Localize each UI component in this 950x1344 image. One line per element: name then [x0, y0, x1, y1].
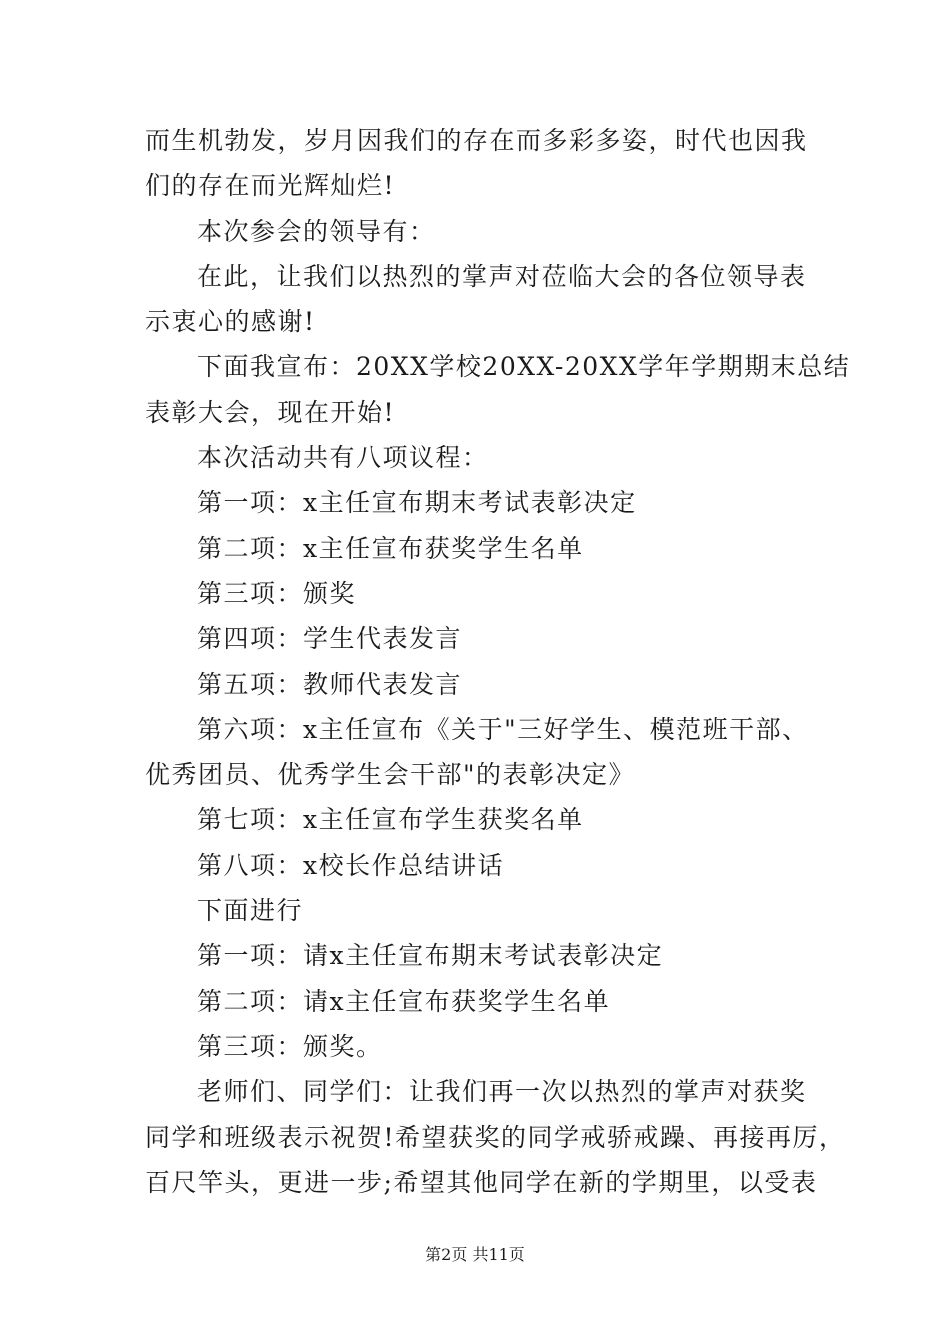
agenda-item: 第七项：x主任宣布学生获奖名单 [197, 805, 584, 835]
agenda-item: 第二项：x主任宣布获奖学生名单 [197, 533, 584, 563]
document-body [145, 118, 851, 1205]
text-line: 本次参会的领导有： [197, 216, 436, 246]
agenda-item: 第三项：颁奖 [197, 578, 357, 608]
page-footer: 第2页 共11页 [425, 1245, 525, 1264]
text-line: 们的存在而光辉灿烂! [145, 171, 396, 201]
agenda-item: 第四项：学生代表发言 [197, 624, 463, 654]
agenda-item: 第三项：颁奖。 [197, 1031, 383, 1061]
agenda-item: 第二项：请x主任宣布获奖学生名单 [197, 986, 611, 1016]
text-line: 优秀团员、优秀学生会干部"的表彰决定》 [145, 760, 636, 790]
text-line: 老师们、同学们：让我们再一次以热烈的掌声对获奖 [197, 1077, 807, 1107]
agenda-item: 第一项：请x主任宣布期末考试表彰决定 [197, 941, 664, 971]
text-line: 下面进行 [197, 896, 304, 926]
text-line: 百尺竿头，更进一步;希望其他同学在新的学期里，以受表 [145, 1167, 818, 1197]
agenda-item: 第六项：x主任宣布《关于"三好学生、模范班干部、 [197, 714, 809, 744]
text-line: 在此，让我们以热烈的掌声对莅临大会的各位领导表 [197, 261, 807, 291]
text-line: 示衷心的感谢! [145, 307, 316, 337]
text-line: 表彰大会，现在开始! [145, 397, 396, 427]
agenda-item: 第五项：教师代表发言 [197, 669, 463, 699]
agenda-item: 第八项：x校长作总结讲话 [197, 850, 505, 880]
text-line: 而生机勃发，岁月因我们的存在而多彩多姿，时代也因我 [145, 126, 808, 155]
agenda-item: 第一项：x主任宣布期末考试表彰决定 [197, 488, 637, 518]
text-line: 下面我宣布：20XX学校20XX-20XX学年学期期末总结 [197, 352, 851, 382]
text-line: 本次活动共有八项议程： [197, 443, 489, 473]
text-line: 同学和班级表示祝贺!希望获奖的同学戒骄戒躁、再接再厉， [145, 1122, 846, 1152]
